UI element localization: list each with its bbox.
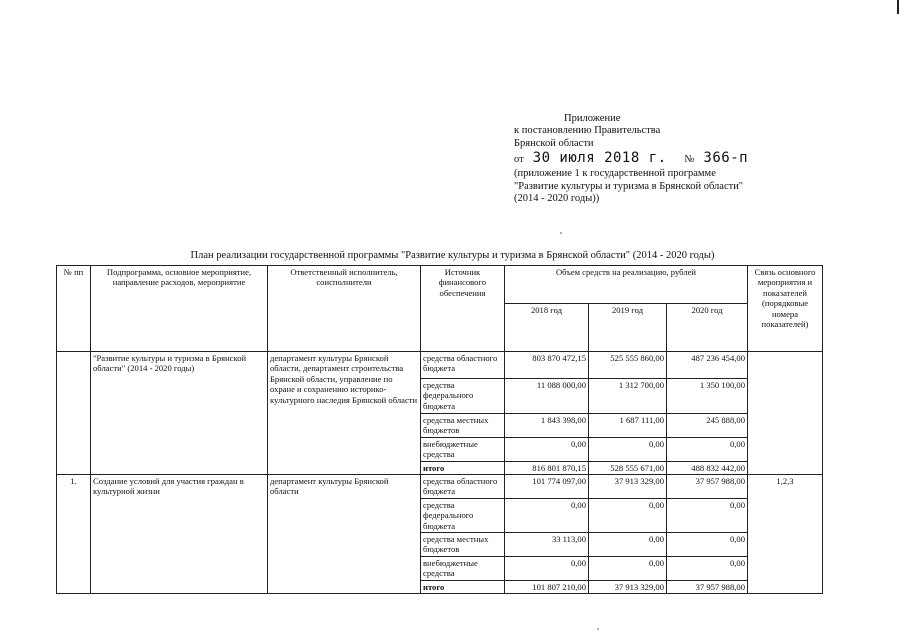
number-sign: №	[684, 154, 695, 166]
value-2018: 11 088 000,00	[505, 379, 589, 414]
appendix-line: (2014 - 2020 годы))	[514, 193, 600, 205]
total-2019: 37 913 329,00	[589, 580, 667, 593]
row-num: 1.	[57, 475, 91, 594]
value-2020: 0,00	[667, 556, 748, 580]
row-link	[748, 352, 823, 475]
header-2018: 2018 год	[505, 304, 589, 352]
appendix-block	[514, 113, 748, 205]
source-name: средства областного бюджета	[421, 475, 505, 499]
value-2019: 1 687 111,00	[589, 414, 667, 438]
value-2018: 0,00	[505, 437, 589, 461]
row-program: "Развитие культуры и туризма в Брянской области" (2014 - 2020 годы)	[91, 352, 268, 475]
from-label: от	[514, 154, 524, 166]
value-2019: 1 312 700,00	[589, 379, 667, 414]
total-2018: 816 801 870,15	[505, 461, 589, 474]
source-name: итого	[421, 580, 505, 593]
decree-number: 366-п	[703, 150, 749, 167]
value-2018: 0,00	[505, 556, 589, 580]
row-executor: департамент культуры Брянской области	[268, 475, 421, 594]
source-name: средства местных бюджетов	[421, 414, 505, 438]
appendix-line: "Развитие культуры и туризма в Брянской области"	[514, 180, 744, 192]
scan-speck	[560, 232, 562, 234]
document-title: План реализации государственной программы "Развитие культуры и туризма в Брянской области" (2014 - 2020 годы)	[190, 250, 715, 261]
decree-date: 30 июля 2018 г.	[532, 150, 667, 167]
value-2018: 101 774 097,00	[505, 475, 589, 499]
value-2019: 0,00	[589, 498, 667, 532]
source-name: внебюджетные средства	[421, 556, 505, 580]
appendix-line: к постановлению Правительства	[514, 125, 661, 137]
header-executor: Ответственный исполнитель, соисполнители	[268, 266, 421, 352]
header-source: Источник финансового обеспечения	[421, 266, 505, 352]
row-executor: департамент культуры Брянской области, департамент строительства Брянской области, управление по охране и сохранению историко-культурного наследия Брянской области	[268, 352, 421, 475]
header-2020: 2020 год	[667, 304, 748, 352]
value-2020: 37 957 988,00	[667, 475, 748, 499]
total-2020: 488 832 442,00	[667, 461, 748, 474]
value-2020: 0,00	[667, 498, 748, 532]
value-2019: 525 555 860,00	[589, 352, 667, 379]
value-2020: 245 888,00	[667, 414, 748, 438]
row-program: Создание условий для участия граждан в культурной жизни	[91, 475, 268, 594]
value-2018: 33 113,00	[505, 533, 589, 557]
appendix-line: (приложение 1 к государственной программе	[514, 168, 716, 180]
value-2018: 1 843 398,00	[505, 414, 589, 438]
total-2018: 101 807 210,00	[505, 580, 589, 593]
header-program: Подпрограмма, основное мероприятие, направление расходов, мероприятие	[91, 266, 268, 352]
header-num: № пп	[57, 266, 91, 352]
decree-date-number	[514, 150, 748, 168]
value-2019: 0,00	[589, 533, 667, 557]
value-2020: 0,00	[667, 437, 748, 461]
source-name: средства местных бюджетов	[421, 533, 505, 557]
value-2018: 803 870 472,15	[505, 352, 589, 379]
value-2020: 487 236 454,00	[667, 352, 748, 379]
value-2018: 0,00	[505, 498, 589, 532]
source-name: средства федерального бюджета	[421, 498, 505, 532]
table-row	[57, 352, 823, 379]
appendix-line: Брянской области	[514, 137, 594, 149]
plan-table	[56, 265, 823, 594]
appendix-heading: Приложение	[564, 113, 621, 124]
source-name: итого	[421, 461, 505, 474]
header-link: Связь основного мероприятия и показателей (порядковые номера показателей)	[748, 266, 823, 352]
source-name: внебюджетные средства	[421, 437, 505, 461]
header-2019: 2019 год	[589, 304, 667, 352]
value-2019: 37 913 329,00	[589, 475, 667, 499]
row-num	[57, 352, 91, 475]
value-2019: 0,00	[589, 556, 667, 580]
scan-speck	[597, 628, 599, 630]
value-2019: 0,00	[589, 437, 667, 461]
source-name: средства федерального бюджета	[421, 379, 505, 414]
row-link: 1,2,3	[748, 475, 823, 594]
table-row	[57, 475, 823, 499]
source-name: средства областного бюджета	[421, 352, 505, 379]
value-2020: 1 350 100,00	[667, 379, 748, 414]
total-2020: 37 957 988,00	[667, 580, 748, 593]
value-2020: 0,00	[667, 533, 748, 557]
header-amount: Объем средств на реализацию, рублей	[505, 266, 748, 304]
scan-edge-mark	[897, 0, 899, 14]
total-2019: 528 555 671,00	[589, 461, 667, 474]
